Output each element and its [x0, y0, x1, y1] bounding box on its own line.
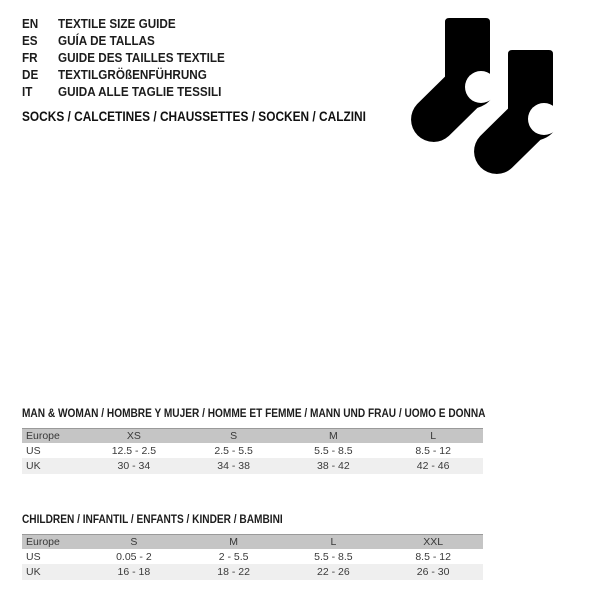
- size-cell: 12.5 - 2.5: [111, 444, 157, 457]
- size-cell: 5.5 - 8.5: [314, 444, 353, 457]
- column-header-size: L: [330, 536, 337, 548]
- language-row-de: [22, 66, 243, 83]
- column-header-size: M: [329, 430, 338, 442]
- language-title: GUIDA ALLE TAGLIE TESSILI: [58, 84, 222, 99]
- language-title: TEXTILGRÖßENFÜHRUNG: [58, 67, 207, 82]
- column-header-size: XXL: [423, 536, 444, 548]
- size-cell: 2 - 5.5: [218, 550, 249, 563]
- category-title: [22, 109, 413, 125]
- language-code: ES: [22, 33, 38, 48]
- region-cell: US: [26, 550, 41, 563]
- language-title: GUÍA DE TALLAS: [58, 33, 155, 48]
- size-cell: 16 - 18: [117, 566, 151, 578]
- size-cell: 0.05 - 2: [116, 550, 152, 563]
- size-cell: 26 - 30: [416, 566, 450, 578]
- size-cell: 22 - 26: [317, 566, 350, 578]
- sock-left: [411, 18, 497, 142]
- size-cell: 30 - 34: [117, 460, 151, 472]
- language-title: TEXTILE SIZE GUIDE: [58, 16, 176, 31]
- region-cell: UK: [26, 566, 41, 578]
- table-title: [22, 513, 483, 527]
- language-row-fr: [22, 49, 243, 66]
- table-row-us: [22, 443, 483, 458]
- language-list: [22, 15, 243, 100]
- language-code: EN: [22, 16, 39, 31]
- language-code: FR: [22, 50, 38, 65]
- column-header-size: XS: [126, 430, 141, 442]
- table-title: [22, 407, 486, 421]
- size-cell: 5.5 - 8.5: [314, 550, 353, 563]
- region-cell: US: [26, 444, 41, 457]
- column-header-region: Europe: [26, 430, 60, 442]
- size-cell: 8.5 - 12: [415, 550, 451, 563]
- size-cell: 34 - 38: [217, 460, 250, 472]
- size-cell: 8.5 - 12: [415, 444, 451, 457]
- table-row-uk: [22, 458, 483, 474]
- column-header-region: Europe: [26, 536, 60, 548]
- heel-cutout: [528, 103, 560, 135]
- size-cell: 18 - 22: [217, 566, 250, 578]
- language-title: GUIDE DES TAILLES TEXTILE: [58, 50, 225, 65]
- size-cell: 42 - 46: [416, 460, 450, 472]
- socks-icon: [411, 18, 574, 175]
- column-header-size: L: [430, 430, 437, 442]
- region-cell: UK: [26, 460, 41, 472]
- language-row-it: [22, 83, 243, 100]
- language-code: DE: [22, 67, 39, 82]
- table-header-row: [22, 428, 483, 443]
- heel-cutout: [465, 71, 497, 103]
- table-title-text: MAN & WOMAN / HOMBRE Y MUJER / HOMME ET FEMME / MANN UND FRAU / UOMO E DONNA: [22, 408, 486, 420]
- size-table-man-woman: [22, 407, 486, 474]
- category-title-text: SOCKS / CALCETINES / CHAUSSETTES / SOCKEN / CALZINI: [22, 109, 366, 124]
- size-table-children: [22, 513, 483, 580]
- size-cell: 2.5 - 5.5: [214, 444, 253, 457]
- table-row-uk: [22, 564, 483, 580]
- column-header-size: S: [130, 536, 138, 548]
- column-header-size: S: [230, 430, 238, 442]
- column-header-size: M: [229, 536, 238, 548]
- language-code: IT: [22, 84, 33, 99]
- language-row-en: [22, 15, 243, 32]
- language-row-es: [22, 32, 243, 49]
- table-row-us: [22, 549, 483, 564]
- table-header-row: [22, 534, 483, 549]
- size-cell: 38 - 42: [317, 460, 350, 472]
- table-title-text: CHILDREN / INFANTIL / ENFANTS / KINDER / BAMBINI: [22, 514, 283, 526]
